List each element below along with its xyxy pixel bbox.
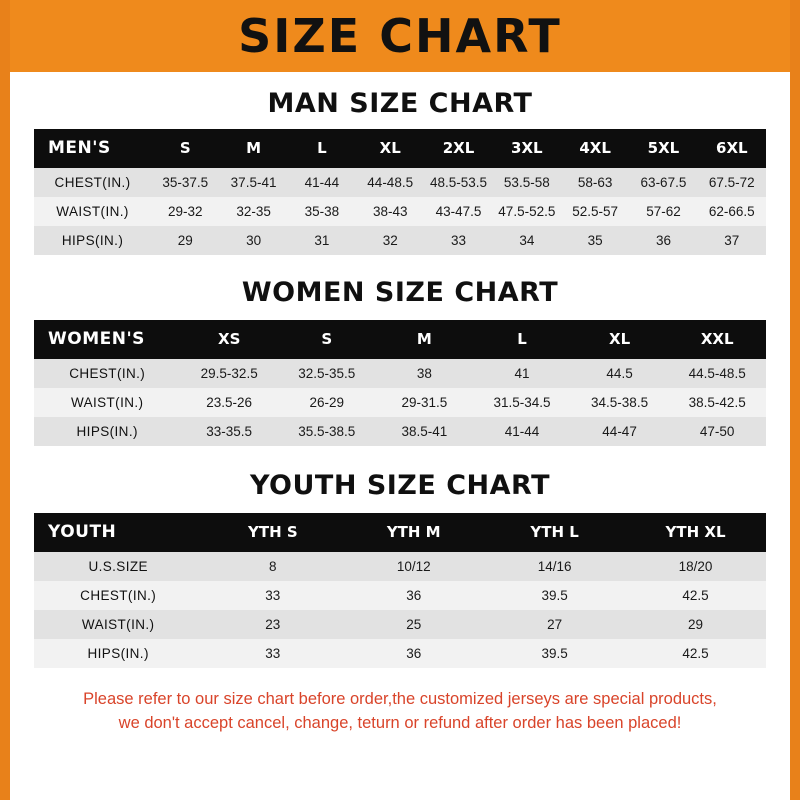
table-header-row: [34, 129, 766, 168]
table-cell: 14/16: [484, 552, 625, 581]
table-cell: 37: [698, 226, 766, 255]
table-cell: 34.5-38.5: [571, 388, 669, 417]
table-cell: 62-66.5: [698, 197, 766, 226]
man-section-title: MAN SIZE CHART: [267, 88, 533, 119]
column-header: YTH S: [202, 513, 343, 552]
table-row: [34, 417, 766, 446]
table-row: [34, 610, 766, 639]
table-cell: 38: [376, 359, 474, 388]
page-banner: [10, 0, 790, 72]
table-row: [34, 552, 766, 581]
table-cell: 39.5: [484, 581, 625, 610]
column-header: YTH M: [343, 513, 484, 552]
women-size-table: [34, 320, 766, 446]
table-cell: 67.5-72: [698, 168, 766, 197]
table-cell: 36: [343, 581, 484, 610]
table-cell: 8: [202, 552, 343, 581]
column-header: YTH L: [484, 513, 625, 552]
footer-note-line-1: Please refer to our size chart before order,the customized jerseys are special products,: [83, 690, 717, 708]
youth-size-table: [34, 513, 766, 668]
table-header-row: [34, 320, 766, 359]
column-header: 4XL: [561, 129, 629, 168]
man-size-table: [34, 129, 766, 255]
table-cell: 44.5-48.5: [668, 359, 766, 388]
table-cell: 33: [202, 639, 343, 668]
row-header: CHEST(IN.): [34, 168, 151, 197]
table-cell: 29: [625, 610, 766, 639]
table-cell: 35-37.5: [151, 168, 219, 197]
table-cell: 38-43: [356, 197, 424, 226]
column-header: MEN'S: [34, 129, 151, 168]
column-header: M: [219, 129, 287, 168]
women-section-title: WOMEN SIZE CHART: [241, 277, 559, 308]
table-cell: 48.5-53.5: [424, 168, 492, 197]
column-header: L: [473, 320, 571, 359]
row-header: HIPS(IN.): [34, 639, 202, 668]
row-header: WAIST(IN.): [34, 388, 180, 417]
column-header: 2XL: [424, 129, 492, 168]
table-cell: 10/12: [343, 552, 484, 581]
table-row: [34, 226, 766, 255]
column-header: XXL: [668, 320, 766, 359]
column-header: M: [376, 320, 474, 359]
column-header: WOMEN'S: [34, 320, 180, 359]
youth-section-title: YOUTH SIZE CHART: [249, 470, 551, 501]
footer-note-line-2: we don't accept cancel, change, teturn or refund after order has been placed!: [118, 713, 682, 732]
table-cell: 26-29: [278, 388, 376, 417]
table-cell: 32-35: [219, 197, 287, 226]
column-header: XS: [180, 320, 278, 359]
table-cell: 47-50: [668, 417, 766, 446]
table-row: [34, 197, 766, 226]
row-header: CHEST(IN.): [34, 359, 180, 388]
table-cell: 39.5: [484, 639, 625, 668]
table-row: [34, 359, 766, 388]
table-cell: 30: [219, 226, 287, 255]
table-cell: 41-44: [473, 417, 571, 446]
column-header: 6XL: [698, 129, 766, 168]
column-header: 3XL: [493, 129, 561, 168]
table-cell: 35: [561, 226, 629, 255]
column-header: L: [288, 129, 356, 168]
table-cell: 31: [288, 226, 356, 255]
table-cell: 38.5-42.5: [668, 388, 766, 417]
row-header: WAIST(IN.): [34, 610, 202, 639]
table-cell: 25: [343, 610, 484, 639]
chart-content: [10, 88, 790, 736]
row-header: HIPS(IN.): [34, 417, 180, 446]
footer-note: [34, 688, 766, 736]
row-header: U.S.SIZE: [34, 552, 202, 581]
table-cell: 36: [343, 639, 484, 668]
row-header: CHEST(IN.): [34, 581, 202, 610]
table-row: [34, 639, 766, 668]
column-header: S: [151, 129, 219, 168]
column-header: XL: [356, 129, 424, 168]
table-cell: 33: [424, 226, 492, 255]
table-cell: 27: [484, 610, 625, 639]
table-cell: 34: [493, 226, 561, 255]
table-cell: 63-67.5: [629, 168, 697, 197]
table-row: [34, 581, 766, 610]
table-cell: 42.5: [625, 581, 766, 610]
table-cell: 23: [202, 610, 343, 639]
table-cell: 57-62: [629, 197, 697, 226]
table-row: [34, 388, 766, 417]
table-cell: 44-47: [571, 417, 669, 446]
table-cell: 23.5-26: [180, 388, 278, 417]
column-header: YTH XL: [625, 513, 766, 552]
column-header: XL: [571, 320, 669, 359]
table-cell: 33-35.5: [180, 417, 278, 446]
table-cell: 35.5-38.5: [278, 417, 376, 446]
table-cell: 35-38: [288, 197, 356, 226]
table-cell: 29-31.5: [376, 388, 474, 417]
column-header: S: [278, 320, 376, 359]
table-cell: 52.5-57: [561, 197, 629, 226]
table-cell: 42.5: [625, 639, 766, 668]
column-header: YOUTH: [34, 513, 202, 552]
table-cell: 33: [202, 581, 343, 610]
table-cell: 53.5-58: [493, 168, 561, 197]
table-cell: 36: [629, 226, 697, 255]
table-cell: 47.5-52.5: [493, 197, 561, 226]
table-row: [34, 168, 766, 197]
table-cell: 38.5-41: [376, 417, 474, 446]
table-cell: 29-32: [151, 197, 219, 226]
table-cell: 58-63: [561, 168, 629, 197]
table-cell: 37.5-41: [219, 168, 287, 197]
table-cell: 43-47.5: [424, 197, 492, 226]
table-cell: 31.5-34.5: [473, 388, 571, 417]
table-cell: 41: [473, 359, 571, 388]
table-cell: 44-48.5: [356, 168, 424, 197]
table-header-row: [34, 513, 766, 552]
table-cell: 44.5: [571, 359, 669, 388]
page-title: SIZE CHART: [238, 9, 562, 63]
row-header: HIPS(IN.): [34, 226, 151, 255]
table-cell: 29.5-32.5: [180, 359, 278, 388]
table-cell: 41-44: [288, 168, 356, 197]
column-header: 5XL: [629, 129, 697, 168]
table-cell: 18/20: [625, 552, 766, 581]
table-cell: 29: [151, 226, 219, 255]
table-cell: 32: [356, 226, 424, 255]
row-header: WAIST(IN.): [34, 197, 151, 226]
table-cell: 32.5-35.5: [278, 359, 376, 388]
